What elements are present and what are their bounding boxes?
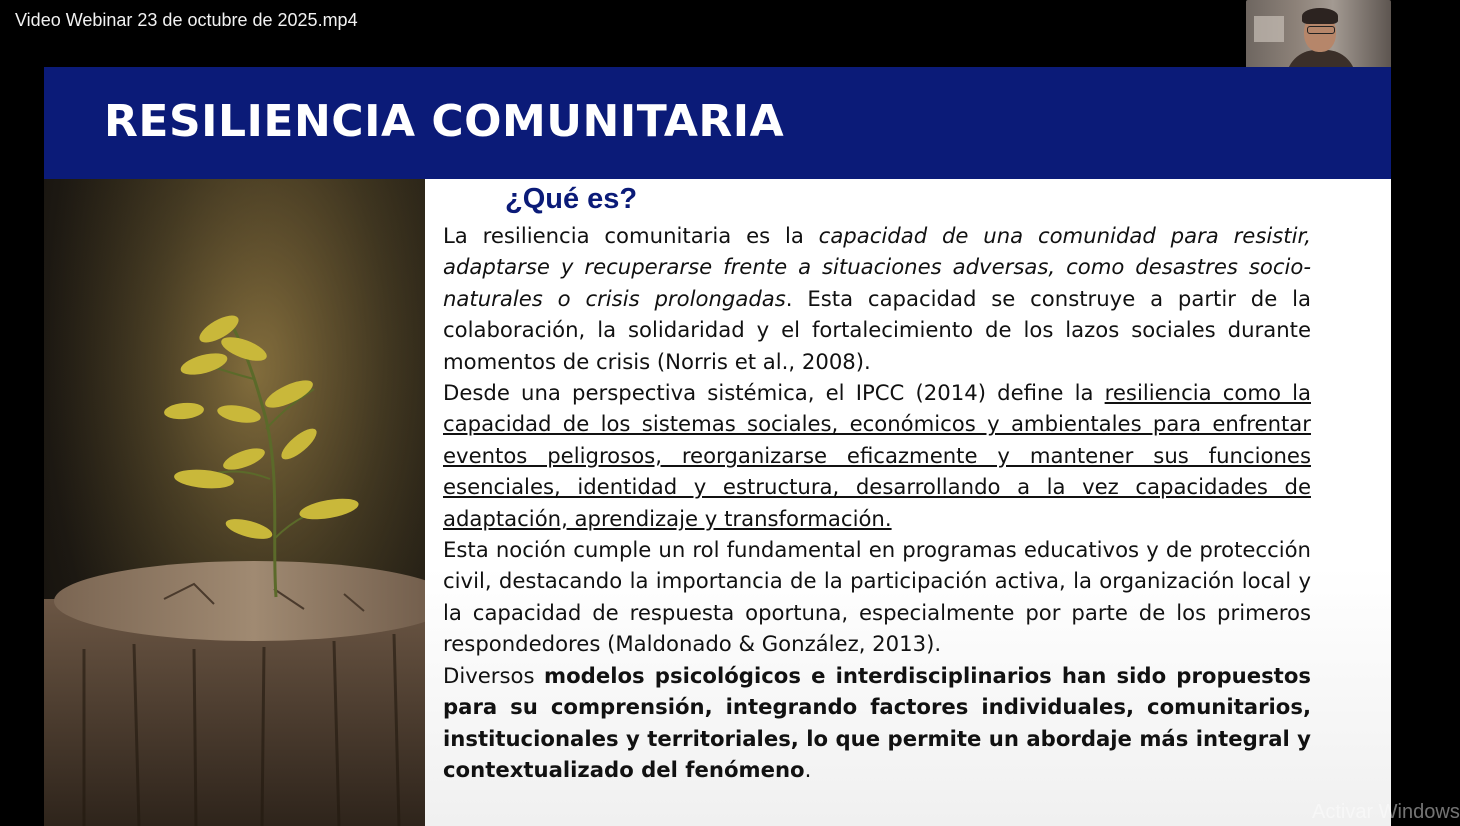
participant-hair xyxy=(1302,8,1338,24)
slide-content-panel xyxy=(425,179,1391,826)
sapling-on-stump-image xyxy=(44,179,425,826)
slide-body-text xyxy=(443,220,1311,785)
paragraph-4-text-a: Diversos xyxy=(443,662,545,688)
paragraph-4 xyxy=(443,660,1311,786)
paragraph-2 xyxy=(443,377,1311,534)
paragraph-4-text-c: . xyxy=(804,756,812,782)
paragraph-2-text-a: Desde una perspectiva sistémica, el IPCC (2014) define la xyxy=(443,380,1105,406)
paragraph-3: Esta noción cumple un rol fundamental en programas educativos y de protección civil, destacando la importancia de la participación activa, la organización local y la capacidad de respuesta oportuna, especialmente por parte de los primeros respondedores (Maldonado & González, 2013). xyxy=(443,537,1311,657)
paragraph-4-bold: modelos psicológicos e interdisciplinarios han sido propuestos para su comprensión, integrando factores individuales, comunitarios, institucionales y territoriales, lo que permite un abordaje más integral y contextualizado del fenómeno xyxy=(443,662,1311,782)
windows-activation-watermark: Activar Windows xyxy=(1312,801,1460,823)
background-shelf xyxy=(1254,16,1284,42)
video-filename: Video Webinar 23 de octubre de 2025.mp4 xyxy=(15,10,358,30)
slide-subtitle: ¿Qué es? xyxy=(505,183,638,215)
paragraph-1-text-a: La resiliencia comunitaria es la xyxy=(443,223,819,248)
paragraph-2-underlined: resiliencia como la capacidad de los sistemas sociales, económicos y ambientales para enfrentar eventos peligrosos, reorganizarse eficazmente y mantener sus funciones esenciales, identidad y estructura, desarrollando a la vez capacidades de adaptación, aprendizaje y transformación. xyxy=(443,380,1311,531)
slide-title: RESILIENCIA COMUNITARIA xyxy=(104,96,785,147)
presentation-slide xyxy=(44,67,1391,826)
paragraph-1-emphasis: capacidad de una comunidad para resistir, adaptarse y recuperarse frente a situaciones adversas, como desastres socio-naturales o crisis prolongadas xyxy=(443,223,1311,311)
paragraph-1-text-c: . Esta capacidad se construye a partir de la colaboración, la solidaridad y el fortalecimiento de los lazos sociales durante momentos de crisis (Norris et al., 2008). xyxy=(443,285,1311,374)
photo-illustration xyxy=(44,179,425,826)
paragraph-1 xyxy=(443,220,1311,377)
participant-glasses xyxy=(1307,26,1335,34)
slide-header-bar xyxy=(44,67,1391,179)
